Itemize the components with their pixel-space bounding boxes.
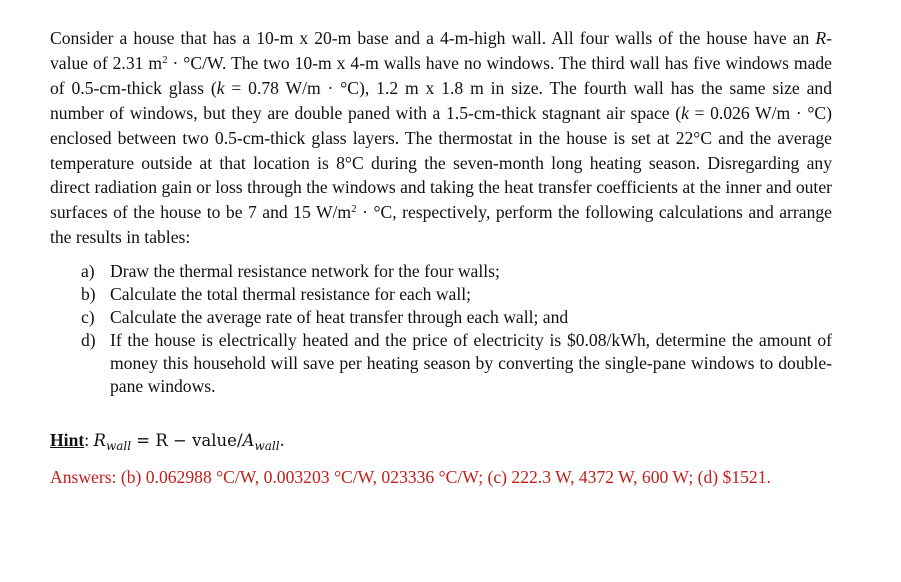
r-symbol: R (93, 431, 106, 451)
problem-text-5: = 0.026 W/m · °C) enclosed between two 0.5-cm-thick glass layers. The thermostat in the house is set at 22°C and the average temperature outside at that location is 8°C during the seven-month long heating season. Disregarding any direct radiation gain or loss through the windows and taking the heat transfer coefficients at the inner and outer surfaces of the house to be 7 and 15 W/m (50, 102, 832, 223)
a-symbol: A (242, 431, 255, 451)
list-marker: c) (81, 307, 95, 328)
list-item (50, 306, 832, 329)
task-list (50, 260, 832, 398)
hint-line (50, 428, 832, 453)
problem-text-3: · °C/W. The two 10-m x 4-m walls have no windows. The third wall has five windows made of 0.5-cm-thick glass ( (50, 52, 832, 98)
superscript-2: 2 (351, 203, 357, 216)
hint-formula (93, 431, 285, 454)
list-item-text: Draw the thermal resistance network for the four walls; (110, 261, 500, 282)
list-item (50, 260, 832, 283)
list-item-text: If the house is electrically heated and the price of electricity is $0.08/kWh, determine the amount of money this household will save per heating season by converting the single-pane windows to double-pane windows. (110, 330, 832, 397)
formula-end: . (279, 431, 285, 451)
list-marker: a) (81, 261, 95, 282)
wall-subscript: wall (254, 439, 280, 454)
answers-line: Answers: (b) 0.062988 °C/W, 0.003203 °C/W, 023336 °C/W; (c) 222.3 W, 4372 W, 600 W; (d) $1521. (50, 467, 771, 488)
formula-middle: = R − value/ (131, 431, 243, 451)
r-symbol: R (815, 28, 827, 48)
hint-label: Hint (50, 430, 85, 451)
list-item (50, 283, 832, 306)
problem-statement (50, 26, 832, 250)
list-item-text: Calculate the average rate of heat transfer through each wall; and (110, 307, 569, 328)
list-marker: b) (81, 284, 96, 305)
problem-text-1: Consider a house that has a 10-m x 20-m base and a 4-m-high wall. All four walls of the house have an (50, 28, 816, 48)
k-symbol: k (681, 102, 689, 123)
problem-text-4: = 0.78 W/m · °C), 1.2 m x 1.8 m in size. The fourth wall has the same size and number of windows, but they are double paned with a 1.5-cm-thick stagnant air space ( (50, 77, 832, 123)
hint-colon: : (84, 430, 94, 451)
list-item (50, 329, 832, 398)
document (50, 26, 832, 490)
problem-text-2: -value of 2.31 m (50, 28, 832, 73)
list-item-text: Calculate the total thermal resistance for each wall; (110, 284, 471, 305)
list-marker: d) (81, 330, 96, 351)
k-symbol: k (216, 77, 225, 98)
wall-subscript: wall (105, 439, 132, 454)
problem-text-6: · °C, respectively, perform the following calculations and arrange the results in tables: (50, 202, 832, 248)
superscript-2: 2 (162, 53, 168, 66)
